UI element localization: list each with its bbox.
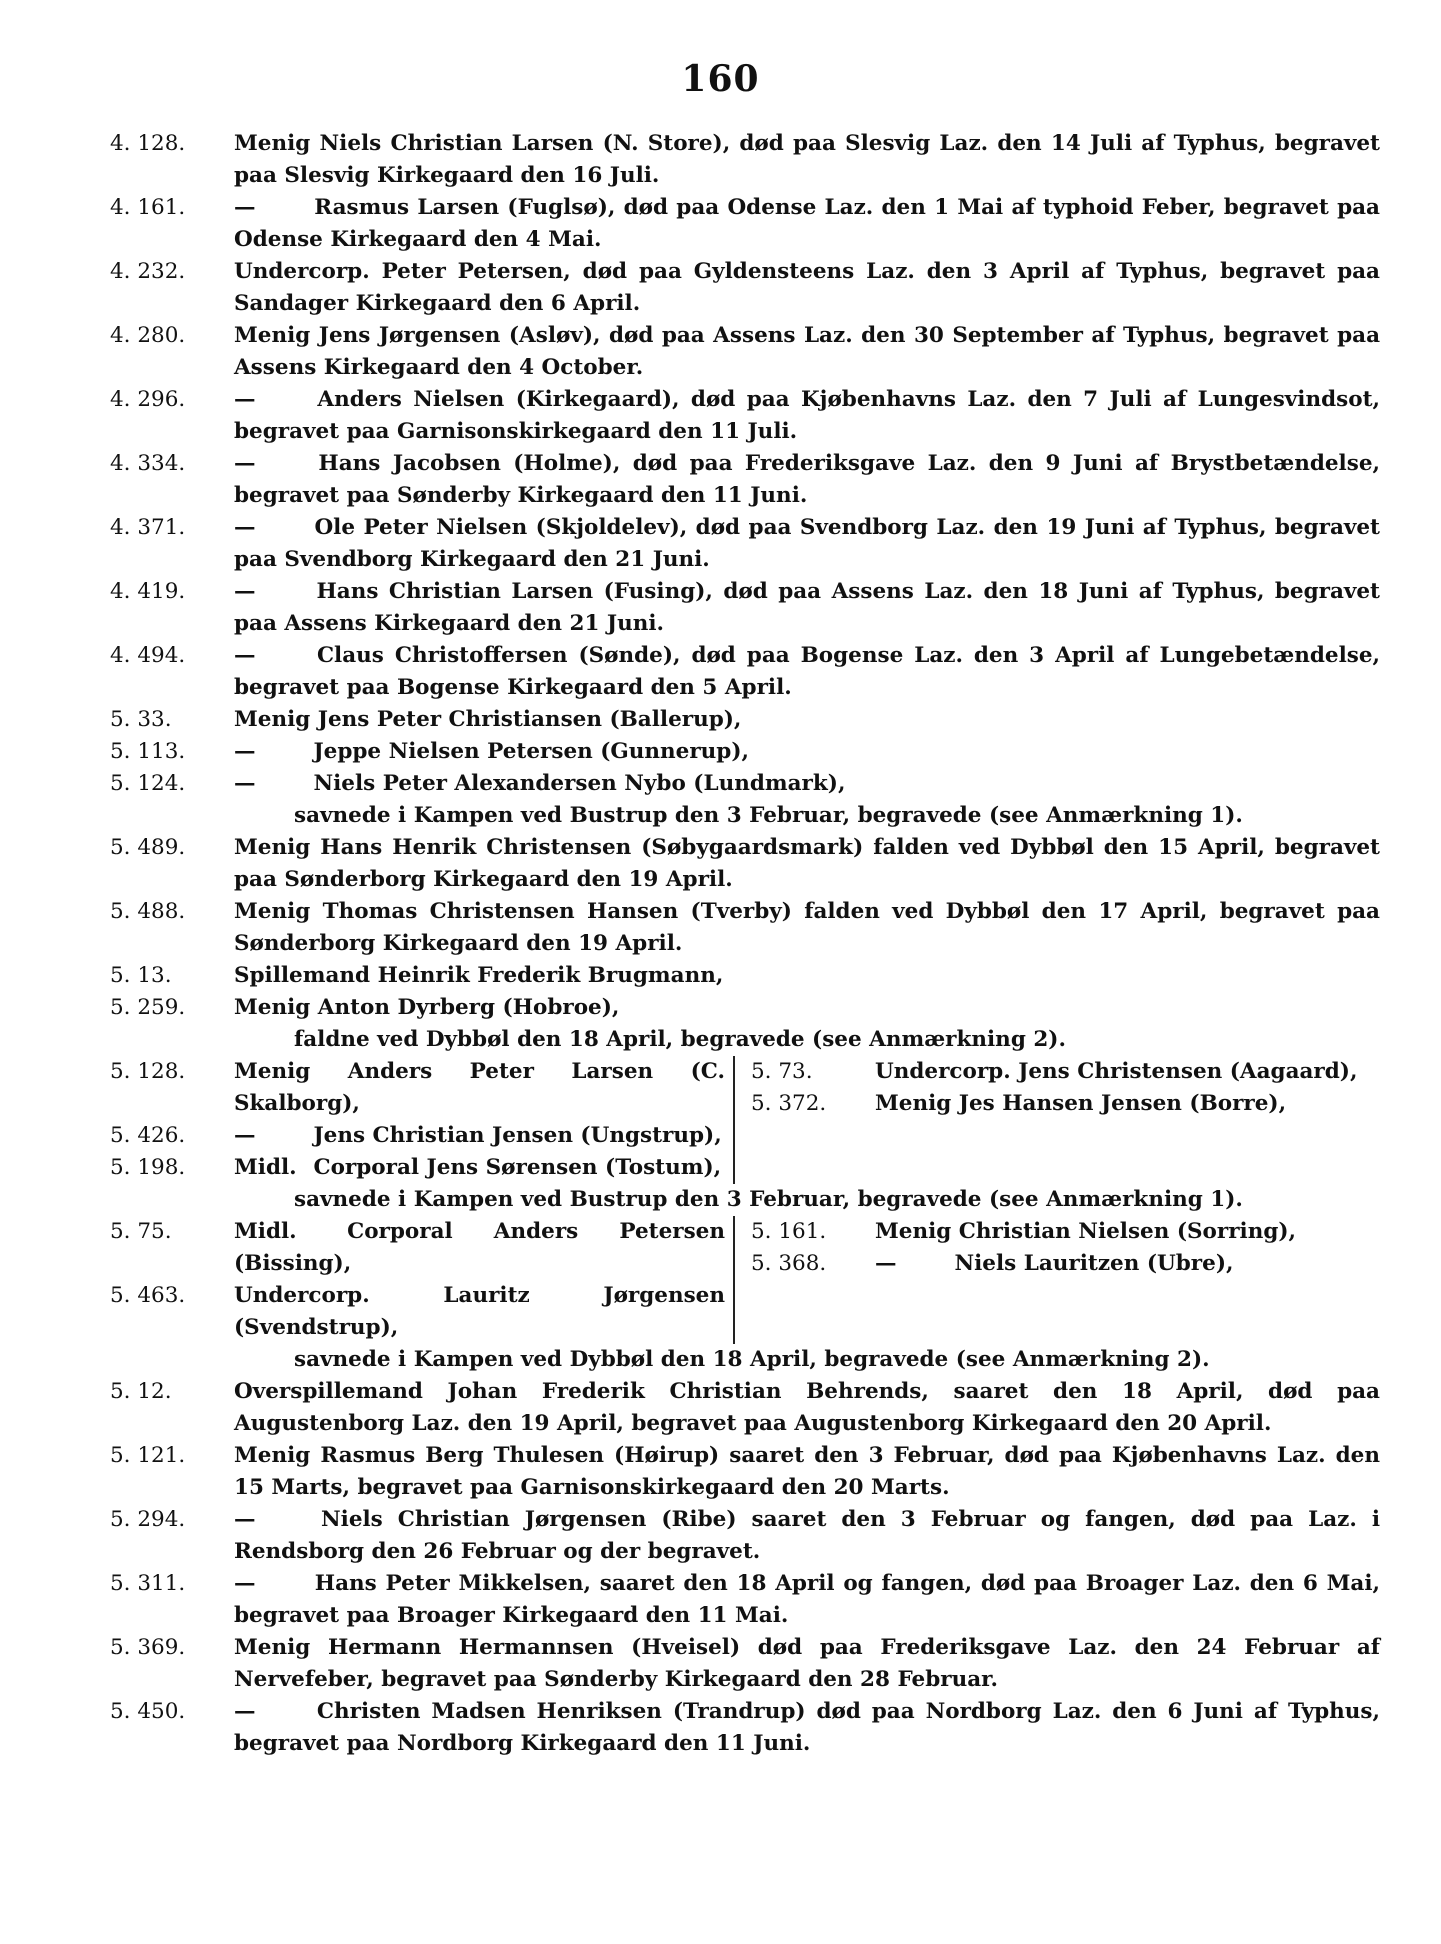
entry-body: Christian Nielsen (Sorring), — [951, 1219, 1297, 1244]
entry-number: 5. 12. — [110, 1379, 172, 1404]
column-left — [110, 1056, 735, 1184]
two-column-group-1 — [110, 1056, 1380, 1184]
entry-body: Lauritz Jørgensen (Svendstrup), — [234, 1283, 725, 1340]
register-entry — [110, 832, 1380, 896]
register-entry — [110, 1376, 1380, 1440]
register-entry — [110, 256, 1380, 320]
entry-rank: — — [234, 579, 256, 604]
entries-block-b — [110, 832, 1380, 1024]
entry-rank: Spillemand — [234, 963, 371, 988]
entry-text — [234, 128, 1380, 192]
entry-text — [234, 640, 1380, 704]
entry-rank: — — [234, 195, 256, 220]
entry-text — [234, 1056, 725, 1120]
entry-rank: Menig — [234, 1059, 311, 1084]
entry-text — [234, 768, 1380, 800]
register-entry — [110, 1632, 1380, 1696]
register-entry — [751, 1248, 1296, 1280]
entry-body: Jeppe Nielsen Petersen (Gunnerup), — [306, 739, 749, 764]
entry-number: 5. 368. — [751, 1251, 827, 1276]
entry-text — [234, 1440, 1380, 1504]
entry-body: Jens Christian Jensen (Ungstrup), — [306, 1123, 722, 1148]
register-entry — [110, 960, 1380, 992]
entry-rank: — — [234, 1507, 256, 1532]
entry-body: Jens Peter Christiansen (Ballerup), — [310, 707, 742, 732]
register-entry — [110, 448, 1380, 512]
two-column-group-2 — [110, 1216, 1380, 1344]
register-entry — [110, 736, 1380, 768]
entry-number: 5. 161. — [751, 1219, 827, 1244]
entry-rank: — — [234, 387, 256, 412]
entry-number: 5. 13. — [110, 963, 172, 988]
entry-rank: Menig — [234, 707, 311, 732]
page-number: 160 — [681, 58, 760, 100]
entry-number: 5. 113. — [110, 739, 186, 764]
entry-number: 5. 489. — [110, 835, 186, 860]
register-entry — [110, 896, 1380, 960]
entry-text — [875, 1216, 1296, 1248]
register-entry — [110, 992, 1380, 1024]
entry-text — [234, 704, 1380, 736]
entry-text — [234, 736, 1380, 768]
entry-rank: — — [234, 771, 256, 796]
note-1: savnede i Kampen ved Bustrup den 3 Februar, begravede (see Anmærkning 1). — [294, 803, 1243, 828]
register-entry — [751, 1056, 1357, 1088]
entry-number: 4. 296. — [110, 387, 186, 412]
register-entry — [110, 640, 1380, 704]
entry-rank: Undercorp. — [875, 1059, 1011, 1084]
entry-rank: Midl. — [234, 1155, 297, 1180]
entry-body: Niels Peter Alexandersen Nybo (Lundmark), — [306, 771, 846, 796]
entry-text — [875, 1088, 1357, 1120]
entry-body: Anders Nielsen (Kirkegaard), død paa Kjøbenhavns Laz. den 7 Juli af Lungesvindsot, begravet paa Garnisonskirkegaard den 11 Juli. — [234, 387, 1380, 444]
register-entry — [110, 768, 1380, 800]
column-right — [735, 1216, 1296, 1344]
entry-number: 5. 488. — [110, 899, 186, 924]
entry-number: 5. 128. — [110, 1059, 186, 1084]
entry-body: Corporal Anders Petersen (Bissing), — [234, 1219, 725, 1276]
entry-rank: Menig — [234, 995, 311, 1020]
entry-rank: Menig — [234, 899, 311, 924]
entry-number: 4. 419. — [110, 579, 186, 604]
entry-body: Corporal Jens Sørensen (Tostum), — [306, 1155, 722, 1180]
register-entry — [110, 320, 1380, 384]
entry-text — [234, 1376, 1380, 1440]
entries-block-a — [110, 128, 1380, 800]
entry-body: Anton Dyrberg (Hobroe), — [310, 995, 620, 1020]
entry-rank: — — [234, 1123, 256, 1148]
entry-text — [234, 1152, 725, 1184]
entry-body: Thomas Christensen Hansen (Tverby) falden ved Dybbøl den 17 April, begravet paa Sønderborg Kirkegaard den 19 April. — [234, 899, 1380, 956]
entry-text — [234, 992, 1380, 1024]
entry-text — [234, 320, 1380, 384]
entry-text — [234, 512, 1380, 576]
register-entry — [110, 1504, 1380, 1568]
entry-number: 4. 161. — [110, 195, 186, 220]
note-4: savnede i Kampen ved Dybbøl den 18 April, begravede (see Anmærkning 2). — [294, 1347, 1210, 1372]
entry-number: 5. 372. — [751, 1091, 827, 1116]
entry-rank: Midl. — [234, 1219, 297, 1244]
register-entry — [110, 384, 1380, 448]
entry-body: Jes Hansen Jensen (Borre), — [951, 1091, 1287, 1116]
entry-rank: — — [234, 739, 256, 764]
entry-rank: — — [875, 1251, 897, 1276]
entry-text — [234, 1504, 1380, 1568]
register-entry — [751, 1088, 1357, 1120]
register-entry — [110, 1568, 1380, 1632]
entry-body: Heinrik Frederik Brugmann, — [370, 963, 724, 988]
entry-text — [234, 1696, 1380, 1760]
entry-number: 5. 75. — [110, 1219, 172, 1244]
entry-body: Niels Christian Larsen (N. Store), død paa Slesvig Laz. den 14 Juli af Typhus, begravet paa Slesvig Kirkegaard den 16 Juli. — [234, 131, 1380, 188]
entry-rank: — — [234, 643, 256, 668]
column-right — [735, 1056, 1357, 1184]
entry-rank: Menig — [234, 131, 311, 156]
entry-body: Christen Madsen Henriksen (Trandrup) død paa Nordborg Laz. den 6 Juni af Typhus, begravet paa Nordborg Kirkegaard den 11 Juni. — [234, 1699, 1380, 1756]
entry-rank: Undercorp. — [234, 1283, 370, 1308]
entry-body: Jens Jørgensen (Asløv), død paa Assens Laz. den 30 September af Typhus, begravet paa Assens Kirkegaard den 4 October. — [234, 323, 1380, 380]
entry-rank: Menig — [234, 835, 311, 860]
entry-text — [875, 1248, 1296, 1280]
register-entry — [110, 1216, 725, 1280]
entry-number: 5. 33. — [110, 707, 172, 732]
register-entry — [110, 1152, 725, 1184]
entry-number: 5. 294. — [110, 1507, 186, 1532]
entry-number: 5. 198. — [110, 1155, 186, 1180]
register-entry — [110, 1280, 725, 1344]
register-entry — [110, 576, 1380, 640]
register-entry — [110, 1440, 1380, 1504]
entry-body: Niels Christian Jørgensen (Ribe) saaret den 3 Februar og fangen, død paa Laz. i Rendsborg den 26 Februar og der begravet. — [234, 1507, 1380, 1564]
entry-body: Hans Peter Mikkelsen, saaret den 18 April og fangen, død paa Broager Laz. den 6 Mai, begravet paa Broager Kirkegaard den 11 Mai. — [234, 1571, 1380, 1628]
entry-rank: — — [234, 1699, 256, 1724]
entry-list — [110, 128, 1380, 1760]
entry-text — [234, 1280, 725, 1344]
entry-body: Peter Petersen, død paa Gyldensteens Laz. den 3 April af Typhus, begravet paa Sandager Kirkegaard den 6 April. — [234, 259, 1380, 316]
entry-body: Niels Lauritzen (Ubre), — [947, 1251, 1234, 1276]
entry-number: 4. 128. — [110, 131, 186, 156]
entry-text — [234, 1632, 1380, 1696]
entry-body: Hans Jacobsen (Holme), død paa Frederiksgave Laz. den 9 Juni af Brystbetændelse, begravet paa Sønderby Kirkegaard den 11 Juni. — [234, 451, 1380, 508]
note-2: faldne ved Dybbøl den 18 April, begravede (see Anmærkning 2). — [294, 1027, 1066, 1052]
entry-number: 5. 311. — [110, 1571, 186, 1596]
register-entry — [110, 1120, 725, 1152]
register-entry — [110, 1056, 725, 1120]
column-left — [110, 1216, 735, 1344]
entry-number: 5. 463. — [110, 1283, 186, 1308]
entry-body: Rasmus Berg Thulesen (Høirup) saaret den 3 Februar, død paa Kjøbenhavns Laz. den 15 Marts, begravet paa Garnisonskirkegaard den 20 Marts. — [234, 1443, 1380, 1500]
entry-number: 5. 121. — [110, 1443, 186, 1468]
entry-body: Hans Henrik Christensen (Søbygaardsmark) falden ved Dybbøl den 15 April, begravet paa Sønderborg Kirkegaard den 19 April. — [234, 835, 1380, 892]
entry-text — [234, 448, 1380, 512]
entry-text — [234, 1120, 725, 1152]
register-entry — [751, 1216, 1296, 1248]
entry-body: Anders Peter Larsen (C. Skalborg), — [234, 1059, 725, 1116]
entry-rank: — — [234, 451, 256, 476]
entry-number: 5. 369. — [110, 1635, 186, 1660]
entry-number: 4. 371. — [110, 515, 186, 540]
entry-number: 4. 232. — [110, 259, 186, 284]
entry-number: 4. 280. — [110, 323, 186, 348]
register-entry — [110, 1696, 1380, 1760]
entry-number: 4. 494. — [110, 643, 186, 668]
entry-body: Ole Peter Nielsen (Skjoldelev), død paa Svendborg Laz. den 19 Juni af Typhus, begravet paa Svendborg Kirkegaard den 21 Juni. — [234, 515, 1380, 572]
entry-rank: Menig — [234, 1443, 311, 1468]
entry-body: Johan Frederik Christian Behrends, saaret den 18 April, død paa Augustenborg Laz. den 19 April, begravet paa Augustenborg Kirkegaard den 20 April. — [234, 1379, 1380, 1436]
entry-text — [234, 576, 1380, 640]
entry-text — [234, 192, 1380, 256]
entry-text — [234, 832, 1380, 896]
entry-text — [234, 960, 1380, 992]
register-entry — [110, 704, 1380, 736]
entry-number: 5. 73. — [751, 1059, 813, 1084]
register-entry — [110, 192, 1380, 256]
entry-text — [234, 1568, 1380, 1632]
entry-rank: Overspillemand — [234, 1379, 423, 1404]
entry-body: Hermann Hermannsen (Hveisel) død paa Frederiksgave Laz. den 24 Februar af Nervefeber, begravet paa Sønderby Kirkegaard den 28 Februar. — [234, 1635, 1380, 1692]
entry-number: 5. 259. — [110, 995, 186, 1020]
register-entry — [110, 128, 1380, 192]
entry-text — [875, 1056, 1357, 1088]
entry-rank: Menig — [875, 1091, 952, 1116]
register-entry — [110, 512, 1380, 576]
entry-rank: — — [234, 515, 256, 540]
entry-rank: Menig — [234, 323, 311, 348]
entry-number: 5. 124. — [110, 771, 186, 796]
entry-rank: Menig — [875, 1219, 952, 1244]
note-3: savnede i Kampen ved Bustrup den 3 Februar, begravede (see Anmærkning 1). — [294, 1187, 1243, 1212]
entries-block-c — [110, 1376, 1380, 1760]
entry-text — [234, 896, 1380, 960]
entry-number: 5. 426. — [110, 1123, 186, 1148]
entry-text — [234, 1216, 725, 1280]
entry-rank: Undercorp. — [234, 259, 370, 284]
entry-body: Hans Christian Larsen (Fusing), død paa Assens Laz. den 18 Juni af Typhus, begravet paa Assens Kirkegaard den 21 Juni. — [234, 579, 1380, 636]
entry-body: Jens Christensen (Aagaard), — [1010, 1059, 1358, 1084]
entry-number: 4. 334. — [110, 451, 186, 476]
entry-body: Rasmus Larsen (Fuglsø), død paa Odense Laz. den 1 Mai af typhoid Feber, begravet paa Odense Kirkegaard den 4 Mai. — [234, 195, 1380, 252]
entry-text — [234, 256, 1380, 320]
entry-body: Claus Christoffersen (Sønde), død paa Bogense Laz. den 3 April af Lungebetændelse, begravet paa Bogense Kirkegaard den 5 April. — [234, 643, 1380, 700]
entry-rank: Menig — [234, 1635, 311, 1660]
entry-number: 5. 450. — [110, 1699, 186, 1724]
entry-text — [234, 384, 1380, 448]
entry-rank: — — [234, 1571, 256, 1596]
